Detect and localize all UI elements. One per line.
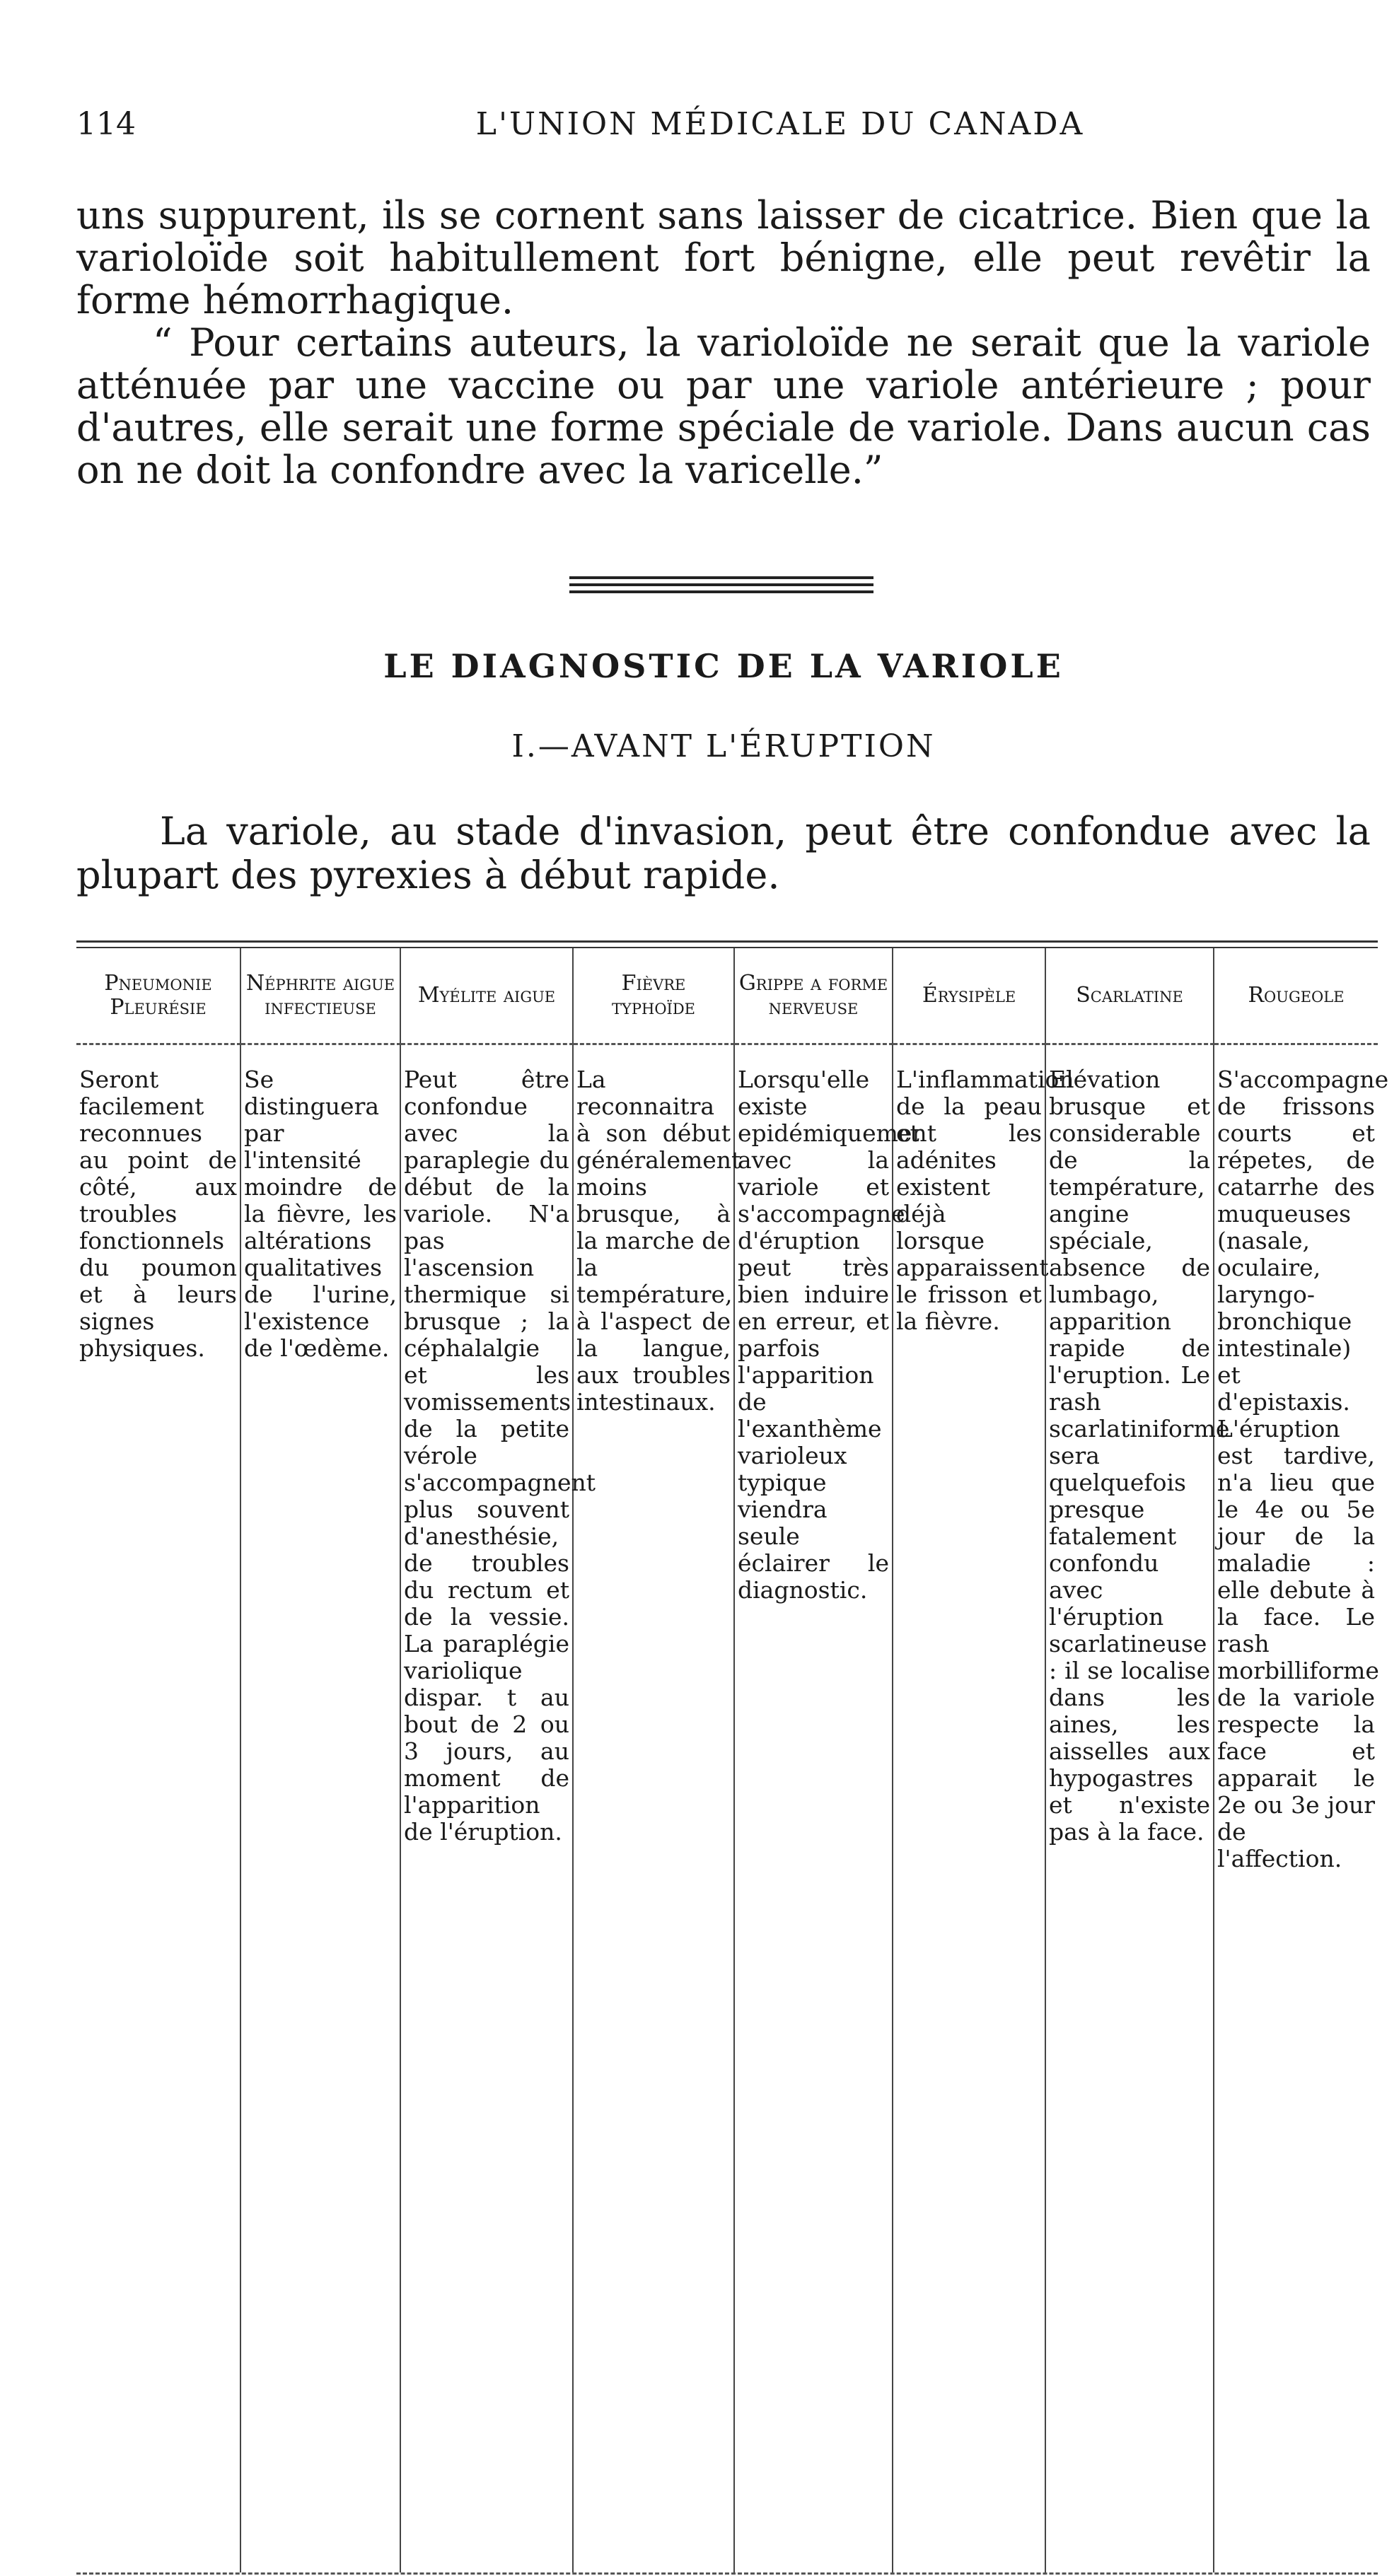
table-header-row <box>76 948 1378 1044</box>
table-top-rule <box>76 940 1378 943</box>
header-fievre-typhoide: Fièvre typhoïde <box>573 948 734 1044</box>
cell-rougeole: S'accompagne de frissons courts et répetes, de catarrhe des muqueuses (nasale, oculaire, laryngo-bronchique intestinale) et d'epistaxis. L'éruption est tardive, n'a lieu que le 4e ou 5e jour de la maladie : elle debute à la face. Le rash morbilliforme de la variole respecte la face et apparait le 2e ou 3e jour de l'affection. <box>1214 1044 1378 2573</box>
table-body-row <box>76 1044 1378 2573</box>
running-head: L'UNION MÉDICALE DU CANADA <box>475 106 1085 142</box>
cell-myelite: Peut être confondue avec la paraplegie du début de la variole. N'a pas l'ascension thermique si brusque ; la céphalalgie et les vomissements de la petite vérole s'accompagnent plus souvent d'anesthésie, de troubles du rectum et de la vessie. La paraplégie variolique dispar. t au bout de 2 ou 3 jours, au moment de l'apparition de l'éruption. <box>400 1044 573 2573</box>
diagnosis-table <box>76 948 1389 2572</box>
cell-nephrite: Se distinguera par l'intensité moindre de la fièvre, les altérations qualitatives de l'urine, l'existence de l'œdème. <box>240 1044 400 2573</box>
paragraph-continuation: uns suppurent, ils se cornent sans laisser de cicatrice. Bien que la varioloïde soit habitullement fort bénigne, elle peut revêtir la forme hémorrhagique. <box>76 193 1371 322</box>
body-text <box>76 194 1371 491</box>
page-number: 114 <box>76 106 136 142</box>
header-grippe: Grippe a forme nerveuse <box>734 948 893 1044</box>
cell-erysipele: L'inflammation de la peau et les adénites existent déjà lorsque apparaissent le frisson et la fièvre. <box>893 1044 1045 2573</box>
table-bottom-rule <box>76 2572 1378 2576</box>
section-title: LE DIAGNOSTIC DE LA VARIOLE <box>383 647 1064 685</box>
header-myelite: Myélite aigue <box>400 948 573 1044</box>
header-erysipele: Érysipèle <box>893 948 1045 1044</box>
paragraph-quote: “ Pour certains auteurs, la varioloïde ne serait que la variole atténuée par une vaccine ou par une variole antérieure ; pour d'autres, elle serait une forme spéciale de variole. Dans aucun cas on ne doit la confondre avec la varicelle.” <box>76 320 1371 492</box>
page-header <box>76 106 1349 156</box>
subsection-title: I.—AVANT L'ÉRUPTION <box>511 728 936 764</box>
intro-paragraph <box>76 810 1371 897</box>
header-scarlatine: Scarlatine <box>1045 948 1214 1044</box>
cell-pneumonie: Seront facilement reconnues au point de côté, aux troubles fonctionnels du poumon et à leurs signes physiques. <box>79 1066 237 1362</box>
cell-scarlatine: Elévation brusque et considerable de la température, angine spéciale, absence de lumbago, apparition rapide de l'eruption. Le rash scarlatiniforme sera quelquefois presque fatalement confondu avec l'éruption scarlatineuse : il se localise dans les aines, les aisselles aux hypogastres et n'existe pas à la face. <box>1045 1044 1214 2573</box>
cell-grippe: Lorsqu'elle existe epidémiquement avec la variole et s'accompagne d'éruption peut très bien induire en erreur, et parfois l'apparition de l'exanthème varioleux typique viendra seule éclairer le diagnostic. <box>734 1044 893 2573</box>
diagnosis-table-wrap <box>76 940 1389 2576</box>
header-rougeole: Rougeole <box>1214 948 1378 1044</box>
header-pneumonie: Pneumonie Pleurésie <box>76 948 240 1044</box>
intro-text: La variole, au stade d'invasion, peut être confondue avec la plupart des pyrexies à début rapide. <box>76 809 1371 897</box>
section-divider <box>569 576 873 598</box>
header-nephrite: Néphrite aigue infectieuse <box>240 948 400 1044</box>
cell-fievre-typhoide: La reconnaitra à son début généralement moins brusque, à la marche de la température, à l'aspect de la langue, aux troubles intestinaux. <box>573 1044 734 2573</box>
